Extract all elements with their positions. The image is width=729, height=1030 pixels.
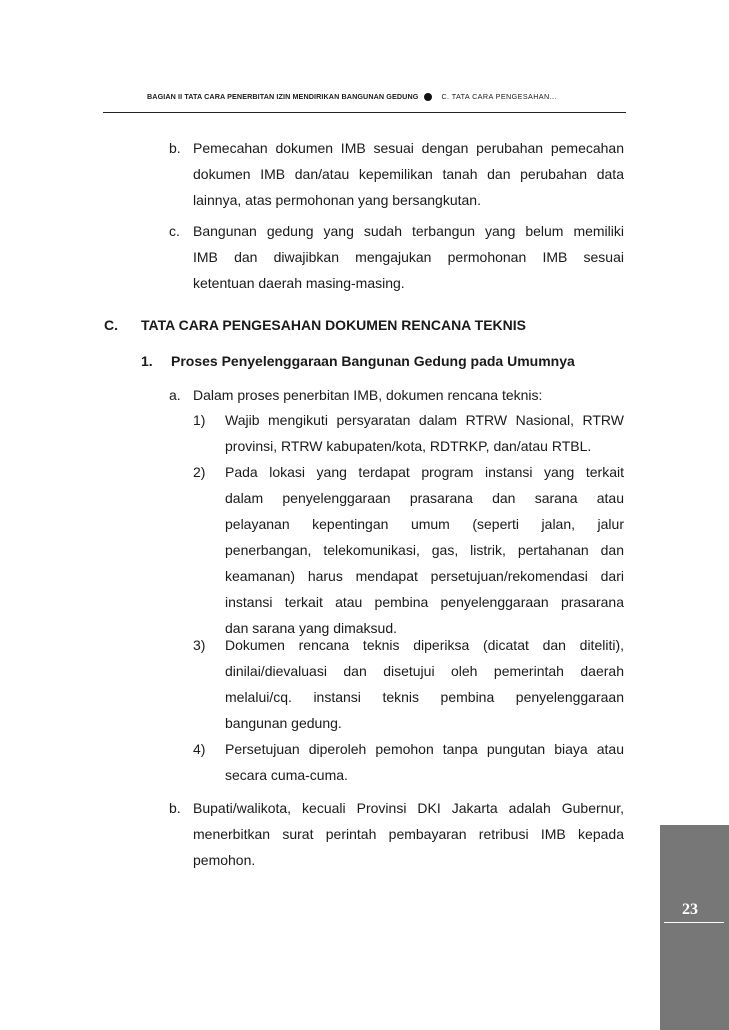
item-line: dinilai/dievaluasi dan disetujui oleh pemerintah daerah (225, 663, 624, 679)
item-line: penerbangan, telekomunikasi, gas, listrik, pertahanan dan (225, 542, 624, 558)
header-bullet-icon (424, 93, 432, 101)
item-line: dan sarana yang dimaksud. (225, 620, 397, 636)
item-line: melalui/cq. instansi teknis pembina penyelenggaraan (225, 689, 624, 705)
item-line: secara cuma-cuma. (225, 767, 348, 783)
item-line: Pemecahan dokumen IMB sesuai dengan perubahan pemecahan (193, 140, 624, 156)
item-line: pemohon. (193, 852, 256, 868)
item-marker: b. (169, 800, 181, 816)
item-line: Dokumen rencana teknis diperiksa (dicatat dan diteliti), (225, 637, 624, 653)
item-line: dalam penyelenggaraan prasarana dan sarana atau (225, 490, 624, 506)
subitem-marker: 2) (193, 464, 206, 480)
item-line: Persetujuan diperoleh pemohon tanpa pungutan biaya atau (225, 741, 624, 757)
item-line: provinsi, RTRW kabupaten/kota, RDTRKP, dan/atau RTBL. (225, 438, 592, 454)
header-divider (103, 112, 626, 113)
page-number: 23 (664, 897, 724, 923)
subitem-marker: 4) (193, 741, 206, 757)
item-marker: b. (169, 140, 181, 156)
subitem-marker: 1) (193, 412, 206, 428)
item-line: dokumen IMB dan/atau kepemilikan tanah dan perubahan data (193, 166, 624, 182)
header-chapter-title: BAGIAN II TATA CARA PENERBITAN IZIN MENDIRIKAN BANGUNAN GEDUNG (147, 92, 419, 101)
list-item: Dalam proses penerbitan IMB, dokumen rencana teknis: (193, 387, 543, 403)
list-item (193, 218, 624, 296)
sub-list-item (225, 632, 624, 736)
item-line: Wajib mengikuti persyaratan dalam RTRW Nasional, RTRW (225, 412, 624, 428)
item-line: bangunan gedung. (225, 715, 342, 731)
running-header (147, 92, 627, 101)
header-section-title: C. TATA CARA PENGESAHAN... (441, 92, 557, 101)
subitem-marker: 3) (193, 637, 206, 653)
subsection-heading: Proses Penyelenggaraan Bangunan Gedung pada Umumnya (171, 353, 575, 369)
item-line: Pada lokasi yang terdapat program instansi yang terkait (225, 464, 624, 480)
section-heading: TATA CARA PENGESAHAN DOKUMEN RENCANA TEKNIS (141, 317, 526, 333)
item-line: lainnya, atas permohonan yang bersangkutan. (193, 192, 481, 208)
sub-list-item (225, 407, 624, 459)
sub-list-item (225, 736, 624, 788)
sub-list-item (225, 459, 624, 641)
list-item (193, 135, 624, 213)
subsection-marker: 1. (141, 353, 153, 369)
item-line: IMB dan diwajibkan mengajukan permohonan IMB sesuai (193, 249, 624, 265)
item-line: menerbitkan surat perintah pembayaran retribusi IMB kepada (193, 826, 624, 842)
page-tab (660, 825, 729, 1030)
item-marker: c. (169, 223, 180, 239)
item-line: instansi terkait atau pembina penyelenggaraan prasarana (225, 594, 624, 610)
item-line: Bupati/walikota, kecuali Provinsi DKI Jakarta adalah Gubernur, (193, 800, 624, 816)
item-line: pelayanan kepentingan umum (seperti jalan, jalur (225, 516, 624, 532)
item-line: ketentuan daerah masing-masing. (193, 275, 405, 291)
list-item (193, 795, 624, 873)
item-marker: a. (169, 387, 181, 403)
item-line: Bangunan gedung yang sudah terbangun yang belum memiliki (193, 223, 624, 239)
item-line: keamanan) harus mendapat persetujuan/rekomendasi dari (225, 568, 624, 584)
section-marker: C. (104, 317, 118, 333)
